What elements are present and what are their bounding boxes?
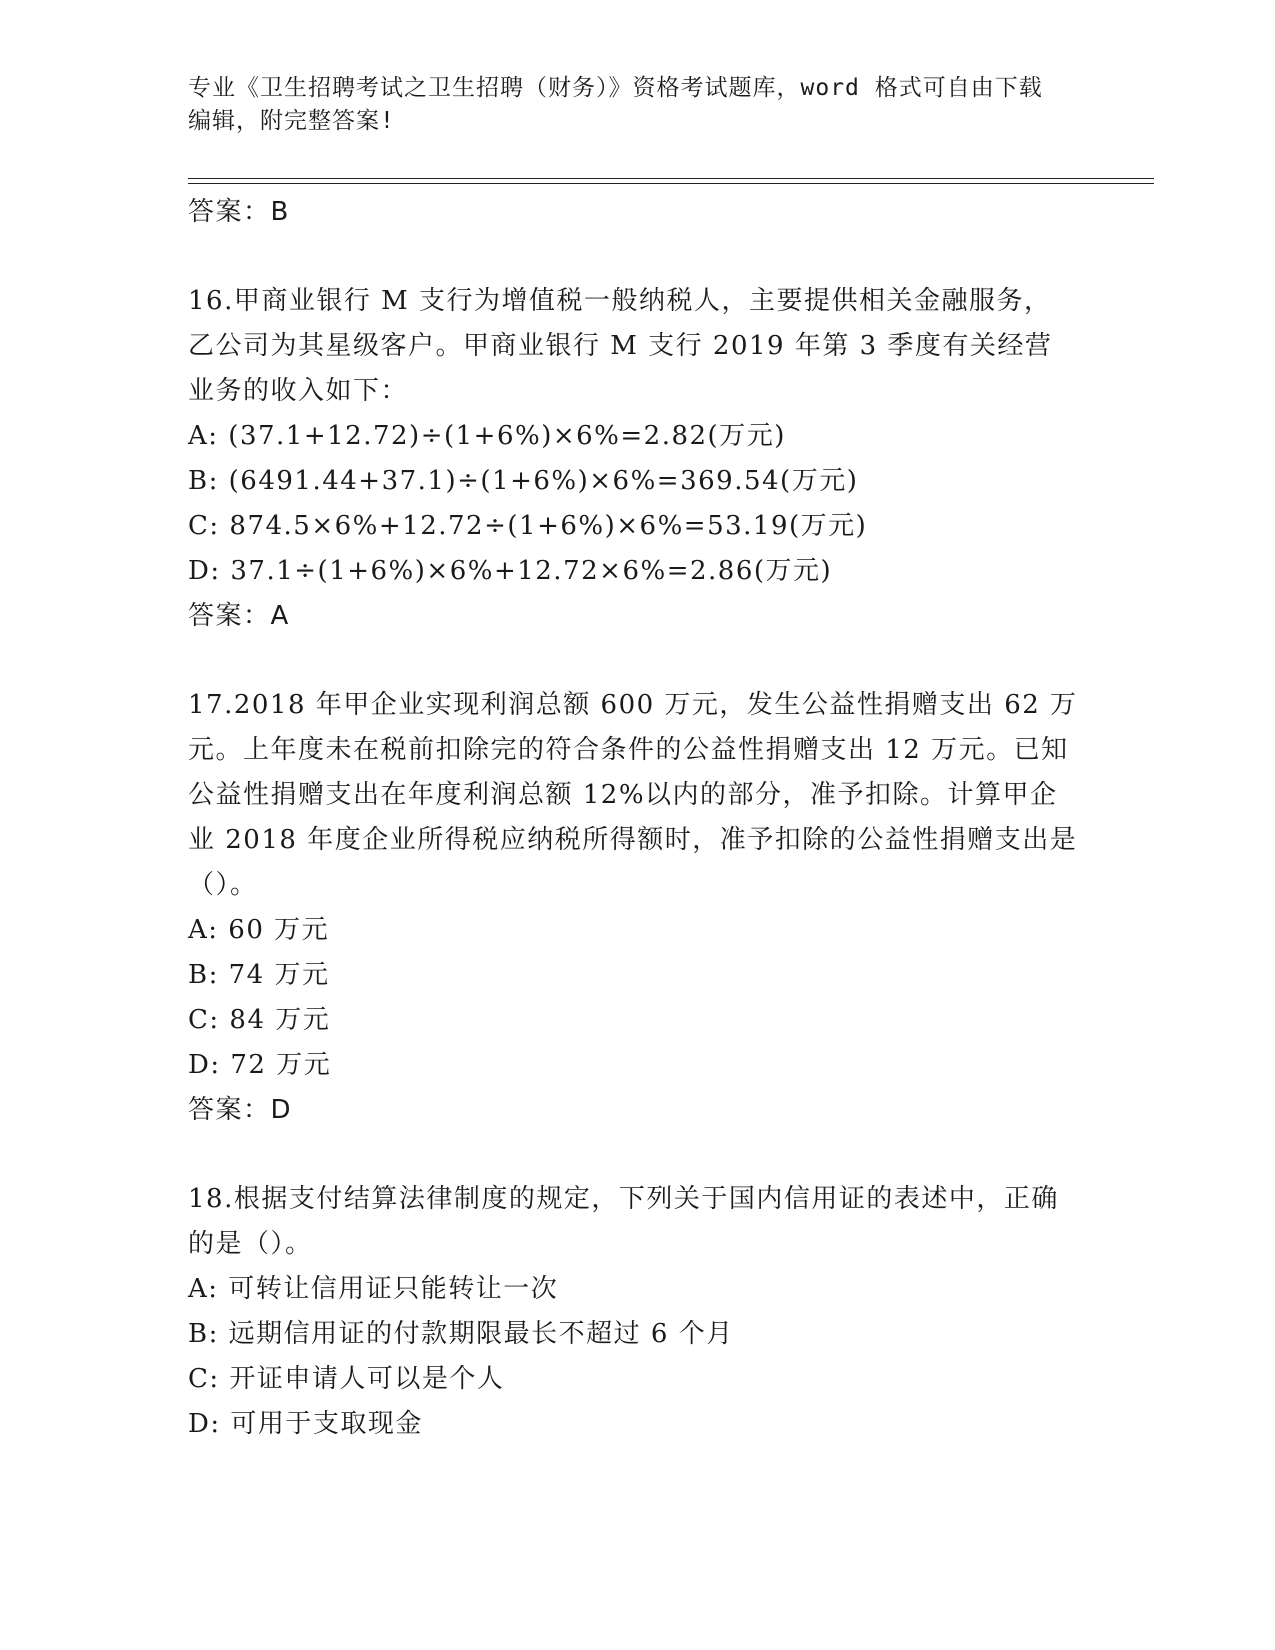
header-line-1: 专业《卫生招聘考试之卫生招聘（财务）》资格考试题库，word 格式可自由下载 <box>188 75 1043 101</box>
header-divider-top <box>188 178 1154 179</box>
option-a: A: (37.1+12.72)÷(1+6%)×6%=2.82(万元) <box>188 421 786 451</box>
document-header <box>188 72 1088 138</box>
question-18 <box>188 1177 1078 1447</box>
option-a: A: 可转让信用证只能转让一次 <box>188 1274 559 1304</box>
option-d: D: 37.1÷(1+6%)×6%+12.72×6%=2.86(万元) <box>188 556 833 586</box>
document-body <box>188 190 1078 1447</box>
option-b: B: 74 万元 <box>188 960 330 990</box>
option-d: D: 可用于支取现金 <box>188 1409 423 1439</box>
answer-label: 答案：A <box>188 601 290 631</box>
question-stem: 17.2018 年甲企业实现利润总额 600 万元，发生公益性捐赠支出 62 万元。上年度未在税前扣除完的符合条件的公益性捐赠支出 12 万元。已知公益性捐赠支出在年度利润总额 12%以内的部分，准予扣除。计算甲企业 2018 年度企业所得税应纳税所得额时，准予扣除的公益性捐赠支出是（）。 <box>188 690 1078 900</box>
option-c: C: 开证申请人可以是个人 <box>188 1364 505 1394</box>
question-17 <box>188 683 1078 1133</box>
header-line-2: 编辑，附完整答案! <box>188 108 395 134</box>
option-b: B: 远期信用证的付款期限最长不超过 6 个月 <box>188 1319 734 1349</box>
option-b: B: (6491.44+37.1)÷(1+6%)×6%=369.54(万元) <box>188 466 859 496</box>
option-d: D: 72 万元 <box>188 1050 332 1080</box>
header-divider-bottom <box>188 183 1154 184</box>
option-c: C: 84 万元 <box>188 1005 331 1035</box>
option-a: A: 60 万元 <box>188 915 330 945</box>
question-stem: 18.根据支付结算法律制度的规定，下列关于国内信用证的表述中，正确的是（）。 <box>188 1184 1059 1259</box>
question-stem: 16.甲商业银行 M 支行为增值税一般纳税人，主要提供相关金融服务，乙公司为其星级客户。甲商业银行 M 支行 2019 年第 3 季度有关经营业务的收入如下： <box>188 286 1053 406</box>
question-16 <box>188 279 1078 639</box>
answer-label: 答案：D <box>188 1095 293 1125</box>
previous-answer: 答案：B <box>188 197 290 227</box>
option-c: C: 874.5×6%+12.72÷(1+6%)×6%=53.19(万元) <box>188 511 868 541</box>
